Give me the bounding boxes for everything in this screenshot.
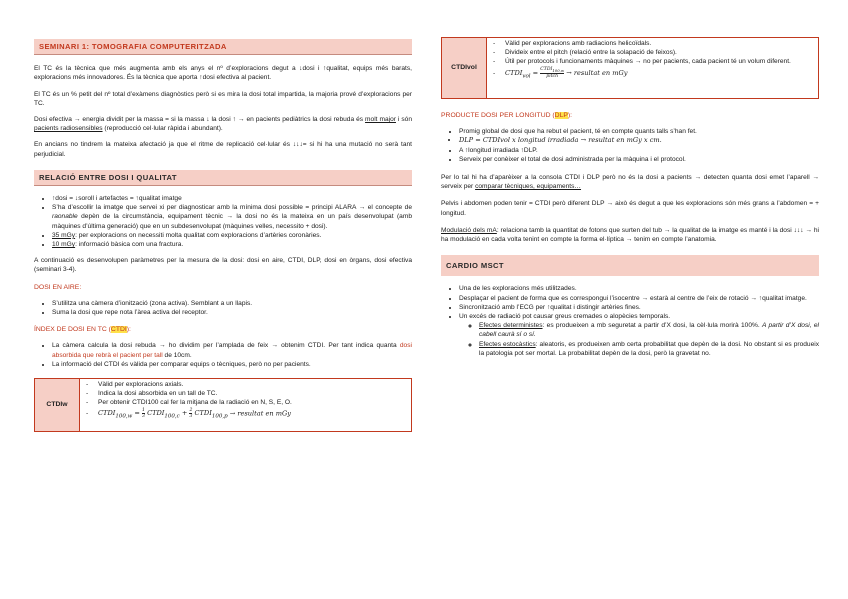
- list-item: - Vàlid per exploracions axials.: [86, 380, 292, 389]
- list-item: • S’utilitza una càmera d’ionització (zona activa). Semblant a un llapis.: [52, 299, 412, 308]
- list-cardio: [441, 284, 819, 321]
- list-item: • Una de les exploracions més utilitzades.: [459, 284, 819, 293]
- ctdiw-formula: - $CTDI_{100,w}$ = $\frac{1}{3}$ $CTDI_{100,c}$ + $\frac{2}{3}$ $CTDI_{100,p}$ → resultat en mGy: [86, 408, 292, 422]
- list-item: • Desplaçar el pacient de forma que es correspongui l’isocentre → estarà al centre de l’eix de rotació → ↑qualitat imatge.: [459, 294, 819, 303]
- list-relacio: [34, 194, 412, 249]
- paragraph-console: Per lo tal hi ha d’aparèixer a la consola CTDI i DLP però no és la dosi a pacients → detecten quanta dosi emet l’aparell → serveix per comparar tècniques, equipaments…: [441, 174, 819, 191]
- list-item: • 10 mGy: informació bàsica com una fractura.: [52, 240, 412, 249]
- list-dosi-aire: [34, 299, 412, 317]
- ctdiw-label: CTDIw: [35, 379, 80, 431]
- paragraph-elderly: En ancians no tindrem la mateixa afectació ja que el ritme de replicació cel·lular és ↓↓↓= si hi ha una mutació no serà tant perjudicial.: [34, 141, 412, 158]
- list-item: - Indica la dosi absorbida en un tall de TC.: [86, 389, 292, 398]
- list-item: - Vàlid per exploracions amb radiacions helicoïdals.: [493, 39, 791, 48]
- paragraph-modulation: Modulació dels mA: relaciona tamb la quantitat de fotons que surten del tub → la qualitat de la imatge es manté i la dosi ↓↓↓ → hi ha modulació en cada volta tenint en compte la forma el·líptica → tenim en compte l’anatomia.: [441, 226, 819, 244]
- list-item: • Promig global de dosi que ha rebut el pacient, té en compte quants talls s’han fet.: [459, 127, 819, 136]
- ctdiw-box: [34, 378, 412, 432]
- list-item: • Suma la dosi que repe nota l’àrea activa del receptor.: [52, 308, 412, 317]
- list-item: - Per obtenir CTDI100 cal fer la mitjana de la radiació en N, S, E, O.: [86, 398, 292, 407]
- list-item: - Divideix entre el pitch (relació entre la solapació de feixos).: [493, 48, 791, 57]
- paragraph-pelvis: Pelvis i abdomen poden tenir = CTDI però diferent DLP → això és degut a que les exploracions són més grans a l’abdomen = + longitud.: [441, 200, 819, 217]
- list-dlp: [441, 127, 819, 164]
- paragraph-total-dose: El TC és un % petit del nº total d’exàmens diagnòstics però si es mira la dosi total impartida, la majoria prové d’exploracions per TC.: [34, 90, 412, 107]
- list-item: • S’ha d’escollir la imatge que servei xi per diagnosticar amb la mínima dosi possible = principi ALARA → el concepte de raonable depèn de la circumstància, equipament tècnic → la dosi no és la mateixa en un país desenvolupat (amb màquines d’última generació) que en un subdesenvolupat (màquines velles, necessito + dosi).: [52, 203, 412, 231]
- list-item: • ↑dosi = ↓soroll i artefactes = ↑qualitat imatge: [52, 194, 412, 203]
- subheading-dosi-aire: DOSI EN AIRE:: [34, 283, 82, 291]
- list-ctdi: [34, 341, 412, 369]
- ctdivol-list: [487, 38, 791, 98]
- ctdivol-formula: - $CTDI_{vol}$ = $\frac{CTDI_{100,w}}{\text{pitch}}$ → resultat en mGy: [493, 67, 791, 81]
- ctdivol-label: CTDIvol: [442, 38, 487, 98]
- list-item: • Un excés de radiació pot causar greus cremades o alopècies temporals.: [459, 312, 819, 321]
- subheading-dlp: PRODUCTE DOSI PER LONGITUD (DLP):: [441, 112, 573, 119]
- list-item: ◦ Efectes estocàstics: aleatoris, es produeixen amb certa probabilitat que depèn de la dosi. No obstant si es produeix la patologia pot ser mortal. La probabilitat depèn de la dosi, però la gravetat no.: [479, 340, 819, 358]
- right-column: [441, 0, 819, 358]
- list-item: ◦ Efectes deterministes: es produeixen a mb seguretat a partir d’X dosi, la cèl·lula morirà 100%. A partir d’X dosi, el cabell caurà sí o sí.: [479, 321, 819, 339]
- list-item: • A ↑longitud irradiada ↑DLP.: [459, 146, 819, 155]
- paragraph-effective-dose: Dosi efectiva → energia dividit per la massa = si la massa ↓ la dosi ↑ → en pacients pediàtrics la dosi rebuda és molt major i són pacients radiosensibles (reproducció cel·lular ràpida i abundant).: [34, 116, 412, 133]
- paragraph-parameters: A continuació es desenvolupen paràmetres per la mesura de la dosi: dosi en aire, CTDI, DLP, dosi en òrgans, dosi efectiva (seminari 3-4).: [34, 257, 412, 274]
- section-header-cardio: CARDIO MSCT: [441, 255, 819, 276]
- subheading-ctdi: ÍNDEX DE DOSI EN TC (CTDI):: [34, 326, 131, 334]
- list-item: • La informació del CTDI és vàlida per comparar equips o tècniques, però no per pacients.: [52, 360, 412, 369]
- ctdivol-box: [441, 37, 819, 99]
- ctdiw-list: [80, 379, 292, 431]
- paragraph-intro: El TC és la tècnica que més augmenta amb els anys el nº d’exploracions degut a ↓dosi i ↑qualitat, equips més barats, exploracions més innovadores. És la tècnica que aporta ↑dosi efectiva al pacient.: [34, 65, 412, 82]
- list-item: - Útil per protocols i funcionaments màquines → no per pacients, cada pacient té un volum diferent.: [493, 57, 791, 66]
- left-column: [34, 0, 412, 432]
- list-item: • La càmera calcula la dosi rebuda → ho dividim per l’amplada de feix → obtenim CTDI. Per tant indica quanta dosi absorbida que rebrà el pacient per tall de 10cm.: [52, 341, 412, 359]
- section-header-relacio: RELACIÓ ENTRE DOSI I QUALITAT: [34, 170, 412, 186]
- list-item: • DLP = CTDIvol x longitud irradiada → resultat en mGy x cm.: [459, 136, 819, 145]
- list-effects: [441, 321, 819, 358]
- section-header-seminari: SEMINARI 1: TOMOGRAFIA COMPUTERITZADA: [34, 39, 412, 55]
- list-item: • Serveix per conèixer el total de dosi administrada per la màquina i el protocol.: [459, 155, 819, 164]
- list-item: • 35 mGy: per exploracions on necessiti molta qualitat com exploracions d’artèries coronàries.: [52, 231, 412, 240]
- list-item: • Sincronització amb l’ECG per ↑qualitat i distingir artèries fines.: [459, 303, 819, 312]
